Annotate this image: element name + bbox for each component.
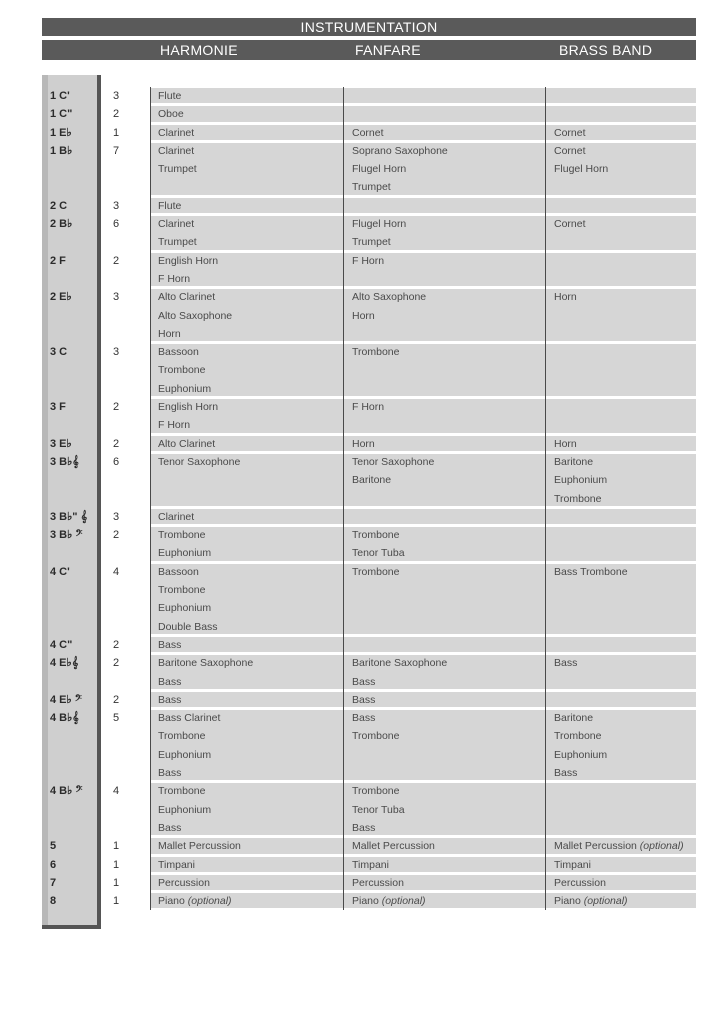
- instrument-name: Trombone: [158, 785, 206, 798]
- harmonie-cell: [158, 215, 338, 252]
- key-label: 5: [50, 840, 57, 853]
- table-row: [0, 654, 728, 691]
- brass-cell: [554, 215, 699, 233]
- instrument-name: Euphonium: [158, 547, 212, 560]
- key-label: 2 E♭: [50, 291, 72, 304]
- fanfare-cell: [352, 892, 537, 910]
- column-divider: [150, 636, 151, 654]
- column-divider: [343, 709, 344, 782]
- instrument-name: Bass: [554, 657, 578, 670]
- column-divider: [150, 856, 151, 874]
- instrument-name: Piano (optional): [554, 895, 628, 908]
- brass-cell: [554, 453, 699, 508]
- instrument-name: Cornet: [352, 126, 384, 139]
- column-divider: [150, 782, 151, 837]
- instrument-name: Bassoon: [158, 565, 199, 578]
- instrument-name: English Horn: [158, 401, 219, 414]
- key-label: 4 C': [50, 565, 70, 578]
- column-divider: [545, 508, 546, 526]
- fanfare-cell: [352, 563, 537, 581]
- table-row: [0, 252, 728, 289]
- instrument-name: Bass Trombone: [554, 565, 628, 578]
- key-label: 4 B♭𝄞: [50, 712, 79, 725]
- harmonie-cell: [158, 435, 338, 453]
- key-label: 3 C: [50, 346, 68, 359]
- part-count: 1: [113, 858, 120, 871]
- table-row: [0, 124, 728, 142]
- instrument-name: Flugel Horn: [554, 163, 609, 176]
- instrument-name: Euphonium: [158, 382, 212, 395]
- instrument-name: Horn: [352, 437, 375, 450]
- key-label: 2 B♭: [50, 218, 73, 231]
- column-divider: [343, 636, 344, 654]
- column-divider: [343, 782, 344, 837]
- harmonie-cell: [158, 87, 338, 105]
- key-label: 1 C": [50, 108, 73, 121]
- column-divider: [545, 252, 546, 289]
- column-divider: [545, 874, 546, 892]
- harmonie-cell: [158, 837, 338, 855]
- table-row: [0, 215, 728, 252]
- instrument-name: Mallet Percussion: [158, 840, 241, 853]
- harmonie-cell: [158, 142, 338, 179]
- part-count: 4: [113, 565, 120, 578]
- table-row: [0, 526, 728, 563]
- instrument-name: Timpani: [352, 858, 389, 871]
- column-divider: [150, 508, 151, 526]
- brass-cell: [554, 435, 699, 453]
- instrument-name: Clarinet: [158, 126, 195, 139]
- harmonie-cell: [158, 856, 338, 874]
- instrument-name: Trumpet: [158, 163, 197, 176]
- column-divider: [545, 197, 546, 215]
- column-divider: [545, 654, 546, 691]
- column-divider: [343, 435, 344, 453]
- instrument-name: Cornet: [554, 218, 586, 231]
- column-divider: [150, 563, 151, 636]
- key-label: 3 F: [50, 401, 66, 414]
- brass-cell: [554, 856, 699, 874]
- column-divider: [150, 654, 151, 691]
- part-count: 7: [113, 144, 120, 157]
- instrument-name: Percussion: [158, 876, 210, 889]
- column-divider: [343, 654, 344, 691]
- part-count: 6: [113, 456, 120, 468]
- column-divider: [150, 197, 151, 215]
- instrument-name: Percussion: [554, 876, 606, 889]
- instrument-name: Trombone: [352, 529, 400, 542]
- instrument-name: Euphonium: [158, 748, 212, 761]
- table-row: [0, 105, 728, 123]
- part-count: 5: [113, 712, 120, 725]
- part-count: 2: [113, 693, 120, 706]
- column-divider: [150, 105, 151, 123]
- instrument-name: Baritone Saxophone: [158, 657, 254, 670]
- column-divider: [150, 252, 151, 289]
- column-divider: [150, 874, 151, 892]
- column-divider: [545, 343, 546, 398]
- column-divider: [150, 288, 151, 343]
- column-divider: [343, 398, 344, 435]
- table-row: [0, 453, 728, 508]
- fanfare-cell: [352, 874, 537, 892]
- harmonie-cell: [158, 508, 338, 526]
- part-count: 3: [113, 291, 120, 304]
- part-count: 2: [113, 401, 120, 414]
- fanfare-cell: [352, 526, 537, 563]
- column-divider: [150, 892, 151, 910]
- column-divider: [343, 124, 344, 142]
- column-divider: [545, 288, 546, 343]
- instrument-name: F Horn: [352, 254, 385, 267]
- instrument-name: F Horn: [158, 419, 191, 432]
- column-divider: [545, 837, 546, 855]
- instrument-name: Bass: [352, 675, 376, 688]
- column-divider: [150, 215, 151, 252]
- key-label: 3 B♭" 𝄞: [50, 510, 88, 523]
- key-label: 3 E♭: [50, 437, 72, 450]
- table-row: [0, 892, 728, 910]
- harmonie-cell: [158, 691, 338, 709]
- column-divider: [150, 124, 151, 142]
- instrument-name: Flute: [158, 90, 182, 102]
- harmonie-cell: [158, 288, 338, 343]
- table-row: [0, 691, 728, 709]
- column-divider: [343, 142, 344, 197]
- instrument-name: Baritone: [554, 456, 594, 468]
- brass-cell: [554, 124, 699, 142]
- column-divider: [545, 142, 546, 197]
- key-label: 6: [50, 858, 57, 871]
- harmonie-cell: [158, 105, 338, 123]
- column-divider: [545, 691, 546, 709]
- key-label: 8: [50, 895, 57, 908]
- table-row: [0, 87, 728, 105]
- harmonie-cell: [158, 782, 338, 837]
- instrument-name: Horn: [554, 291, 577, 304]
- key-label: 4 E♭ 𝄢: [50, 693, 82, 706]
- part-count: 2: [113, 437, 120, 450]
- instrument-name: Clarinet: [158, 510, 195, 523]
- harmonie-cell: [158, 563, 338, 636]
- fanfare-cell: [352, 837, 537, 855]
- instrument-name: Trombone: [352, 565, 400, 578]
- table-row: [0, 709, 728, 782]
- instrument-name: Bass: [158, 675, 182, 688]
- column-divider: [150, 526, 151, 563]
- part-count: 2: [113, 639, 120, 651]
- column-divider: [545, 453, 546, 508]
- key-label: 3 B♭ 𝄢: [50, 529, 83, 542]
- table-row: [0, 197, 728, 215]
- column-divider: [343, 691, 344, 709]
- part-count: 3: [113, 346, 120, 359]
- instrument-name: Mallet Percussion (optional): [554, 840, 684, 853]
- instrument-name: Tenor Saxophone: [158, 456, 241, 468]
- column-divider: [545, 709, 546, 782]
- instrument-name: Tenor Tuba: [352, 803, 405, 816]
- column-divider: [545, 636, 546, 654]
- column-divider: [545, 435, 546, 453]
- brass-cell: [554, 837, 699, 855]
- column-divider: [150, 453, 151, 508]
- column-divider: [343, 343, 344, 398]
- key-label: 2 F: [50, 254, 66, 267]
- column-divider: [545, 215, 546, 252]
- column-divider: [150, 837, 151, 855]
- instrument-name: Tenor Tuba: [352, 547, 405, 560]
- table-row: [0, 398, 728, 435]
- column-divider: [343, 252, 344, 289]
- instrument-name: Trombone: [158, 529, 206, 542]
- brass-cell: [554, 892, 699, 910]
- harmonie-cell: [158, 709, 338, 782]
- column-divider: [343, 288, 344, 343]
- harmonie-cell: [158, 197, 338, 215]
- instrument-name: Cornet: [554, 126, 586, 139]
- key-label: 2 C: [50, 199, 68, 212]
- column-divider: [343, 892, 344, 910]
- part-count: 2: [113, 657, 120, 670]
- harmonie-cell: [158, 398, 338, 435]
- column-divider: [545, 526, 546, 563]
- fanfare-cell: [352, 288, 537, 325]
- column-divider: [150, 709, 151, 782]
- part-count: 1: [113, 126, 120, 139]
- instrument-name: Flugel Horn: [352, 163, 407, 176]
- key-label: 1 C': [50, 90, 70, 102]
- table-row: [0, 142, 728, 197]
- instrument-name: Flugel Horn: [352, 218, 407, 231]
- table-row: [0, 782, 728, 837]
- key-label: 4 E♭𝄞: [50, 657, 79, 670]
- column-divider: [343, 215, 344, 252]
- instrument-name: Trombone: [554, 492, 602, 505]
- optional-note: (optional): [381, 895, 426, 908]
- key-label: 1 B♭: [50, 144, 73, 157]
- instrument-name: Trombone: [352, 346, 400, 359]
- instrument-name: Euphonium: [554, 474, 608, 487]
- harmonie-cell: [158, 654, 338, 691]
- column-divider: [545, 782, 546, 837]
- instrument-name: Piano (optional): [158, 895, 232, 908]
- column-divider: [545, 892, 546, 910]
- instrument-name: Alto Clarinet: [158, 437, 216, 450]
- instrument-name: Oboe: [158, 108, 184, 121]
- fanfare-cell: [352, 215, 537, 252]
- instrument-name: Euphonium: [158, 803, 212, 816]
- brass-cell: [554, 288, 699, 306]
- instrument-name: Clarinet: [158, 218, 195, 231]
- part-count: 1: [113, 895, 120, 908]
- instrument-name: Bassoon: [158, 346, 199, 359]
- column-header-harmonie: HARMONIE: [160, 42, 238, 58]
- instrument-name: Mallet Percussion: [352, 840, 435, 853]
- instrument-name: Bass: [352, 712, 376, 725]
- harmonie-cell: [158, 874, 338, 892]
- instrument-name: Trumpet: [352, 181, 391, 194]
- table-row: [0, 636, 728, 654]
- table-row: [0, 508, 728, 526]
- instrument-name: Baritone Saxophone: [352, 657, 448, 670]
- key-label: 4 B♭ 𝄢: [50, 785, 83, 798]
- instrument-name: Trombone: [158, 584, 206, 597]
- column-divider: [343, 856, 344, 874]
- instrument-name: F Horn: [352, 401, 385, 414]
- column-divider: [343, 197, 344, 215]
- instrument-name: Double Bass: [158, 620, 218, 633]
- part-count: 2: [113, 108, 120, 121]
- brass-cell: [554, 142, 699, 179]
- column-divider: [545, 856, 546, 874]
- table-row: [0, 288, 728, 343]
- fanfare-cell: [352, 691, 537, 709]
- fanfare-cell: [352, 343, 537, 361]
- instrument-name: F Horn: [158, 272, 191, 285]
- instrument-name: Cornet: [554, 144, 586, 157]
- optional-note: (optional): [639, 840, 684, 853]
- harmonie-cell: [158, 124, 338, 142]
- column-divider: [343, 526, 344, 563]
- instrument-name: Trombone: [158, 364, 206, 377]
- column-header-fanfare: FANFARE: [355, 42, 421, 58]
- table-row: [0, 343, 728, 398]
- part-count: 2: [113, 529, 120, 542]
- column-divider: [343, 874, 344, 892]
- column-divider: [343, 87, 344, 105]
- instrument-name: Horn: [554, 437, 577, 450]
- harmonie-cell: [158, 453, 338, 471]
- column-divider: [343, 105, 344, 123]
- table-row: [0, 435, 728, 453]
- column-header-bar: [42, 40, 696, 60]
- column-header-brass-band: BRASS BAND: [559, 42, 653, 58]
- instrument-name: Bass: [158, 821, 182, 834]
- key-label: 3 B♭𝄞: [50, 456, 79, 468]
- instrument-name: Horn: [352, 309, 375, 322]
- table-row: [0, 856, 728, 874]
- instrument-name: Bass: [554, 767, 578, 780]
- column-divider: [343, 837, 344, 855]
- fanfare-cell: [352, 856, 537, 874]
- instrument-name: Soprano Saxophone: [352, 144, 448, 157]
- instrument-name: Tenor Saxophone: [352, 456, 435, 468]
- instrument-name: Baritone: [352, 474, 392, 487]
- part-count: 1: [113, 840, 120, 853]
- harmonie-cell: [158, 252, 338, 289]
- fanfare-cell: [352, 252, 537, 270]
- instrument-name: Alto Clarinet: [158, 291, 216, 304]
- harmonie-cell: [158, 343, 338, 398]
- column-divider: [545, 398, 546, 435]
- instrument-name: Percussion: [352, 876, 404, 889]
- part-count: 3: [113, 510, 120, 523]
- fanfare-cell: [352, 435, 537, 453]
- part-count: 3: [113, 199, 120, 212]
- instrument-name: Baritone: [554, 712, 594, 725]
- part-count: 3: [113, 90, 120, 102]
- fanfare-cell: [352, 398, 537, 416]
- column-divider: [150, 435, 151, 453]
- optional-note: (optional): [187, 895, 232, 908]
- column-divider: [150, 87, 151, 105]
- instrument-name: Clarinet: [158, 144, 195, 157]
- fanfare-cell: [352, 654, 537, 691]
- part-count: 4: [113, 785, 120, 798]
- column-divider: [343, 563, 344, 636]
- instrument-name: Bass: [158, 639, 182, 651]
- part-count: 6: [113, 218, 120, 231]
- instrument-name: Flute: [158, 199, 182, 212]
- instrument-name: Bass: [352, 693, 376, 706]
- column-divider: [343, 453, 344, 508]
- instrument-name: Bass Clarinet: [158, 712, 221, 725]
- instrument-name: Alto Saxophone: [158, 309, 233, 322]
- column-divider: [343, 508, 344, 526]
- instrument-name: Alto Saxophone: [352, 291, 427, 304]
- part-count: 2: [113, 254, 120, 267]
- instrument-name: Trombone: [352, 730, 400, 743]
- instrument-name: Bass: [352, 821, 376, 834]
- instrument-name: Bass: [158, 767, 182, 780]
- fanfare-cell: [352, 709, 537, 746]
- fanfare-cell: [352, 142, 537, 197]
- instrument-name: Horn: [158, 327, 181, 340]
- key-label: 7: [50, 876, 57, 889]
- harmonie-cell: [158, 526, 338, 563]
- brass-cell: [554, 563, 699, 581]
- instrument-name: Timpani: [554, 858, 591, 871]
- part-count: 1: [113, 876, 120, 889]
- instrument-name: Bass: [158, 693, 182, 706]
- table-row: [0, 874, 728, 892]
- page-title: INSTRUMENTATION: [42, 18, 696, 36]
- column-divider: [150, 691, 151, 709]
- column-divider: [545, 124, 546, 142]
- column-divider: [150, 343, 151, 398]
- key-label: 4 C": [50, 639, 73, 651]
- harmonie-cell: [158, 892, 338, 910]
- instrument-name: Euphonium: [158, 602, 212, 615]
- column-divider: [545, 87, 546, 105]
- instrument-name: English Horn: [158, 254, 219, 267]
- instrument-name: Trombone: [158, 730, 206, 743]
- fanfare-cell: [352, 124, 537, 142]
- instrument-name: Trumpet: [158, 236, 197, 249]
- brass-cell: [554, 709, 699, 782]
- harmonie-cell: [158, 636, 338, 654]
- instrument-name: Piano (optional): [352, 895, 426, 908]
- brass-cell: [554, 654, 699, 672]
- column-divider: [150, 398, 151, 435]
- fanfare-cell: [352, 782, 537, 837]
- optional-note: (optional): [583, 895, 628, 908]
- table-row: [0, 563, 728, 636]
- instrument-name: Trombone: [352, 785, 400, 798]
- column-divider: [150, 142, 151, 197]
- column-divider: [545, 105, 546, 123]
- instrument-name: Trumpet: [352, 236, 391, 249]
- instrument-name: Euphonium: [554, 748, 608, 761]
- instrument-name: Trombone: [554, 730, 602, 743]
- table-row: [0, 837, 728, 855]
- instrument-name: Timpani: [158, 858, 195, 871]
- brass-cell: [554, 874, 699, 892]
- column-divider: [545, 563, 546, 636]
- key-label: 1 E♭: [50, 126, 72, 139]
- fanfare-cell: [352, 453, 537, 490]
